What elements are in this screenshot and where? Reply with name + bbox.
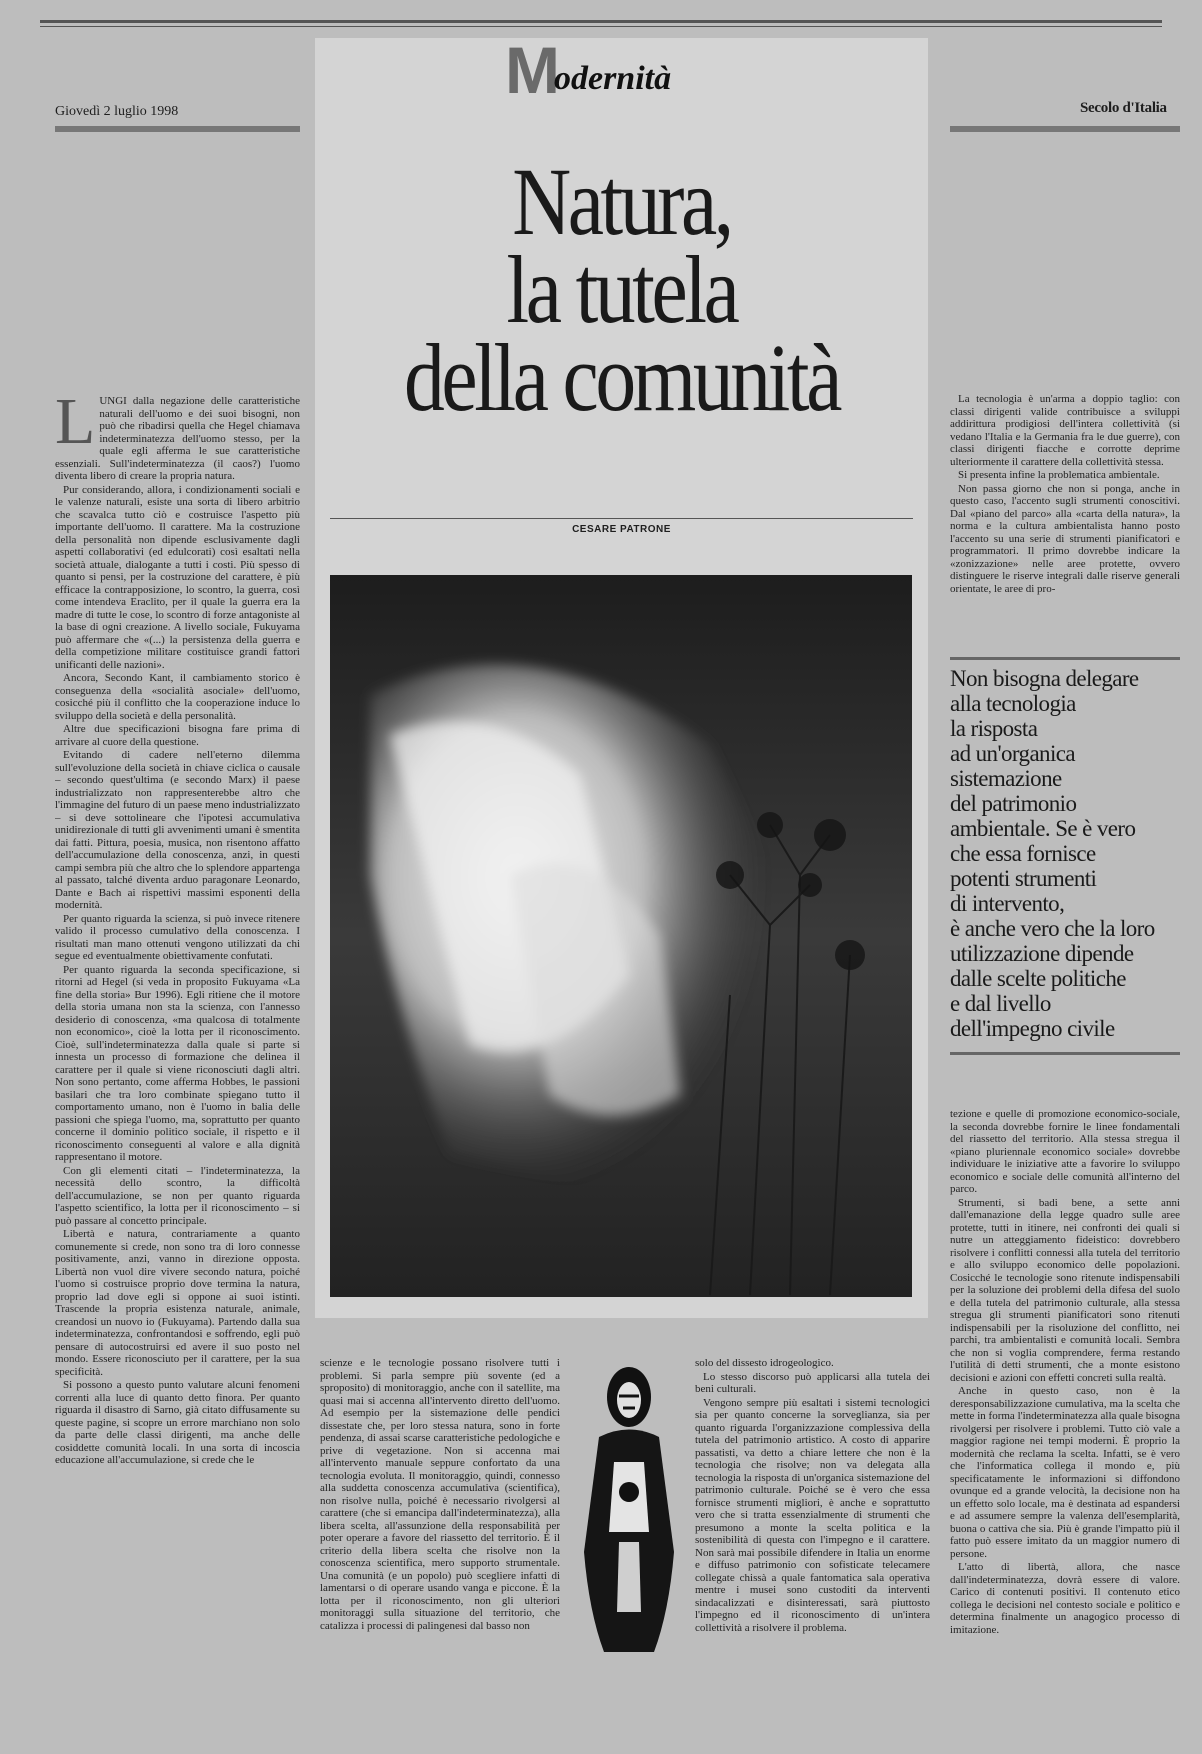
pullquote-line: sistemazione	[950, 766, 1062, 791]
paragraph: L'atto di libertà, allora, che nasce dall'indeterminatezza, dovrà essere di valore. Carico di contenuti positivi. Il contenuto etico collega le decisioni nel contesto sociale e politico e determina finalmente un anagogico processo di imitazione.	[950, 1561, 1180, 1636]
column-mid-1	[320, 1357, 560, 1697]
pull-quote	[950, 666, 1175, 1041]
issue-date: Giovedì 2 luglio 1998	[55, 104, 179, 119]
waterfall-photo	[330, 575, 912, 1297]
pullquote-line: utilizzazione dipende	[950, 941, 1134, 966]
pullquote-line: alla tecnologia	[950, 691, 1076, 716]
paragraph: Evitando di cadere nell'eterno dilemma sull'evoluzione della società in chiave ciclica o causale – secondo quest'ultima (e secondo Marx) il paese industrializzato non rappresenterebbe altro che l'immagine del futuro di un paese meno industrializzato – si deve sottolineare che l'ipotesi accumulativa unidirezionale di tutti gli avvenimenti umani è smentita dai fatti. Pittura, poesia, musica, non risentono affatto dell'accumulazione della conoscenza, anzi, in questi campi sembra più che altro che lo splendore appartenga al passato, talché diventa arduo paragonare Leonardo, Dante e Bach ai rispettivi massimi esponenti della modernità.	[55, 749, 300, 911]
paragraph: Con gli elementi citati – l'indeterminatezza, la necessità dello scontro, la difficoltà dell'accumulazione, se non per quanto riguarda l'aspetto scientifico, la lotta per il riconoscimento – si può passare al concetto principale.	[55, 1164, 300, 1227]
paragraph: Libertà e natura, contrariamente a quanto comunemente si crede, non sono tra di loro connesse positivamente, anzi, vanno in direzione opposta. Libertà non vuol dire vivere secondo natura, poiché l'uomo si costruisce proprio dove termina la natura, proprio lad dove egli si oppone ai suoi istinti. Trascende la propria esistenza naturale, animale, creandosi un nuovo io (Fukuyama). Partendo dalla sua indeterminatezza, confrontandosi e soffrendo, egli può pensare di autocostruirsi ed avere il suo posto nel mondo. Essere riconosciuto per il carattere, per la sua specificità.	[55, 1228, 300, 1378]
paper-rule	[950, 126, 1180, 132]
column-mid-2	[695, 1357, 930, 1697]
figure-illustration	[569, 1352, 689, 1662]
paragraph: Si possono a questo punto valutare alcuni fenomeni correnti alla luce di quanto detto finora. Per quanto riguarda il disastro di Sarno, già citato diffusamente su queste pagine, si scopre un errore marchiano non solo da parte delle classi dirigenti, ma anche delle cosiddette comunità locali. In una sorta di incoscia educazione all'accumulazione, si crede che le	[55, 1379, 300, 1466]
pullquote-line: potenti strumenti	[950, 866, 1097, 891]
paragraph: La tecnologia è un'arma a doppio taglio: con classi dirigenti valide contribuisce a sviluppi addirittura prodigiosi dell'intera collettività (si vedano l'Italia e la Germania fra le due guerre), con classi dirigenti fiacche e corrotte deprime ulteriormente il carattere della collettività stessa.	[950, 393, 1180, 468]
paragraph: Si presenta infine la problematica ambientale.	[958, 469, 1160, 481]
paragraph: Vengono sempre più esaltati i sistemi tecnologici sia per quanto concerne la sorveglianza, sia per quanto riguarda l'organizzazione complessiva della tutela del patrimonio artistico. A costo di apparire passatisti, va detto a chiare lettere che non è la tecnologia che risolve; non va delegata alla tecnologia la risposta di un'organica sistemazione del patrimonio culturale. Poiché se è vero che essa fornisce strumenti migliori, è anche e soprattutto vero che si tratta essenzialmente di strumenti che presumono a monte la scelta politica e la sostenibilità di questa con l'impegno e il carattere. Non sarà mai possibile difendere in Italia un enorme e diffuso patrimonio con sofisticate telecamere collegate chissà a quale fantomatica sala operativa mentre i musei sono custoditi da interventi sindacalizzati e disinteressati, sarà piuttosto l'impegno ed il riconoscimento di un'intera collettività a risolvere il problema.	[695, 1396, 930, 1634]
pullquote-line: di intervento,	[950, 891, 1065, 916]
pullquote-line: dalle scelte politiche	[950, 966, 1126, 991]
drop-cap: L	[55, 395, 96, 458]
column-left	[55, 395, 300, 1700]
pullquote-line: ad un'organica	[950, 741, 1075, 766]
top-rule	[40, 20, 1162, 23]
paragraph: Ancora, Secondo Kant, il cambiamento storico è conseguenza della «socialità asociale» dell'uomo, cosicché più il conflitto che la cooperazione induce lo sviluppo della società e della personalità.	[55, 672, 300, 722]
pullquote-line: del patrimonio	[950, 791, 1077, 816]
paragraph: Altre due specificazioni bisogna fare prima di arrivare al cuore della questione.	[55, 723, 300, 748]
pullquote-rule-top	[950, 657, 1180, 660]
pullquote-line: la risposta	[950, 716, 1038, 741]
pullquote-line: dell'impegno civile	[950, 1016, 1115, 1041]
section-title	[505, 33, 672, 107]
pullquote-line: e dal livello	[950, 991, 1051, 1016]
section-initial: M	[505, 33, 560, 107]
pullquote-rule-bottom	[950, 1052, 1180, 1055]
byline: CESARE PATRONE	[572, 524, 671, 535]
paragraph: solo del dissesto idrogeologico.	[695, 1357, 834, 1369]
column-right-top	[950, 393, 1180, 651]
pullquote-line: ambientale. Se è vero	[950, 816, 1136, 841]
byline-rule	[330, 518, 913, 519]
paragraph: tezione e quelle di promozione economico-sociale, la seconda dovrebbe fornire le linee fondamentali del riassetto del territorio. Alla stessa stregua il «piano pluriennale economico sociale» dovrebbe individuare le iniziative atte a favorire lo sviluppo economico e sociale delle comunità all'interno del parco.	[950, 1108, 1180, 1195]
top-rule-2	[40, 26, 1162, 27]
paragraph: Anche in questo caso, non è la deresponsabilizzazione cumulativa, ma la scelta che mette in forma l'indeterminatezza alla quale bisogna rivolgersi per risolvere i problemi. Tutto ciò vale a maggior ragione nei tempi moderni. È proprio la modernità che reclama la scelta. Infatti, se è vero che l'informatica collega il mondo e, più specificatamente le informazioni si diffondono ovunque ed a grande velocità, la decisione non ha un effetto solo locale, ma è destinata ad espandersi e ad assumere sempre la valenza dell'esemplarità, buona o cattiva che sia. Più è grande l'impatto più il fatto può essere imitato da un maggior numero di persone.	[950, 1385, 1180, 1560]
headline-line-1: Natura,	[512, 148, 731, 255]
section-name: odernità	[553, 60, 672, 97]
headline-line-2: la tutela	[506, 236, 737, 343]
headline	[374, 148, 870, 431]
pullquote-line: che essa fornisce	[950, 841, 1096, 866]
paragraph: scienze e le tecnologie possano risolvere tutti i problemi. Si parla sempre più sovente (ed a sproposito) di monitoraggio, anche con il satellite, ma quasi mai si accenna all'intervento diretto dell'uomo. Ad esempio per la sistemazione delle pendici dissestate che, per loro stessa natura, sono in forte pendenza, di assai scarse caratteristiche pedologiche e prive di vegetazione. Non si accenna mai all'intervento manuale seppure confortato da una tecnologia evoluta. Il monitoraggio, quindi, connesso alla suddetta conoscenza accumulativa (scientifica), non risolve nulla, poiché è necessario rivolgersi al carattere (che si emancipa dall'indeterminatezza), alla libera scelta, all'assunzione della responsabilità per poter operare a favore del riassetto del territorio. È il criterio della libera scelta che risolve non la conoscenza scientifica, mero supporto strumentale. Una comunità (e un popolo) può scegliere infatti di lamentarsi o di operare usando vanga e piccone. È la lotta per il riconoscimento, non gli ulteriori monitoraggi sulla situazione del territorio, che catalizza i processi di palingenesi dal basso non	[320, 1357, 560, 1632]
paragraph: Non passa giorno che non si ponga, anche in questo caso, l'accento sugli strumenti conoscitivi. Dal «piano del parco» alla «carta della natura», la norma e la cultura ambientalista hanno posto l'accento su una serie di strumenti pianificatori e programmatori. Il primo dovrebbe indicare la «zonizzazione» nelle aree protette, ovvero distinguere le riserve integrali dalle riserve generali orientate, le aree di pro-	[950, 482, 1180, 595]
paragraph: UNGI dalla negazione delle caratteristiche naturali dell'uomo e dei suoi bisogni, non può che ribadirsi quella che Hegel chiamava indeterminatezza dell'uomo stesso, per la quale egli afferma le sue caratteristiche essenziali. Sull'indeterminatezza (il caos?) l'uomo diventa libero di creare la propria natura.	[55, 395, 300, 482]
pullquote-line: è anche vero che la loro	[950, 916, 1155, 941]
column-right-bottom	[950, 1108, 1180, 1698]
paragraph: Lo stesso discorso può applicarsi alla tutela dei beni culturali.	[695, 1370, 930, 1395]
headline-line-3: della comunità	[403, 324, 840, 431]
paragraph: Per quanto riguarda la seconda specificazione, si ritorni ad Hegel (si veda in proposito Fukuyama «La fine della storia» Bur 1996). Egli ritiene che il motore della storia umana non sta la scienza, con l'annesso desiderio di conoscenza, «ma qualcosa di totalmente non economico», cioè la lotta per il riconoscimento. Cioè, sull'indeterminatezza dalla quale si parte si innesta un processo di formazione che delinea il carattere per il quale si viene riconosciuti dagli altri. Non sono pertanto, come afferma Hobbes, le passioni basilari che tra loro combinate spiegano tutto il comportamento umano, non è l'uomo in balia delle passioni che spiega l'uomo, ma, soprattutto per quanto concerne il dominio politico sociale, il rispetto e il riconoscimento conseguenti al valore e alla dignità rappresentano il motore.	[55, 963, 300, 1163]
newspaper-name: Secolo d'Italia	[1080, 100, 1167, 116]
paragraph: Per quanto riguarda la scienza, si può invece ritenere valido il processo cumulativo della conoscenza. I risultati man mano ottenuti vengono utilizzati da chi segue ed eventualmente obiettivamente confutati.	[55, 912, 300, 962]
pullquote-line: Non bisogna delegare	[950, 666, 1139, 691]
date-rule	[55, 126, 300, 132]
paragraph: Pur considerando, allora, i condizionamenti sociali e le valenze naturali, esiste una sorta di libero arbitrio che scavalca tutto ciò e costruisce l'aspetto più importante dell'uomo. Il carattere. Ma la costruzione della personalità non dipende esclusivamente dagli aspetti collaborativi (ed edulcorati) così esaltati nella società attuale, dialogante a tutti i costi. Più spesso di quanto si pensi, per la costruzione del carattere, è più efficace la contrapposizione, lo scontro, la guerra, così come intendeva Eraclito, per il quale la guerra era la madre di tutte le cose, lo scontro di forze antagoniste al la base di ogni creazione. A livello sociale, Fukuyama può affermare che «(...) la persistenza della guerra e della competizione militare costituisce grandi fattori unificanti delle nazioni».	[55, 483, 300, 671]
paragraph: Strumenti, si badi bene, a sette anni dall'emanazione della legge quadro sulle aree protette, tutti in itinere, nei confronti dei quali si nutre un atteggiamento fideistico: dovrebbero risolvere i conflitti connessi alla tutela del territorio e allo sviluppo economico delle popolazioni. Cosicché le tecnologie sono ritenute indispensabili per la soluzione dei problemi della difesa del suolo e della tutela del patrimonio culturale, alla stessa stregua gli strumenti pianificatori sono ritenuti indispensabili per la risoluzione del conflitto, nei parchi, tra ambientalisti e comunità locali. Sembra che non si voglia comprendere, ferma restando l'utilità di detti strumenti, che a monte esistono decisioni e azioni con effetti concreti sulla realtà.	[950, 1196, 1180, 1384]
